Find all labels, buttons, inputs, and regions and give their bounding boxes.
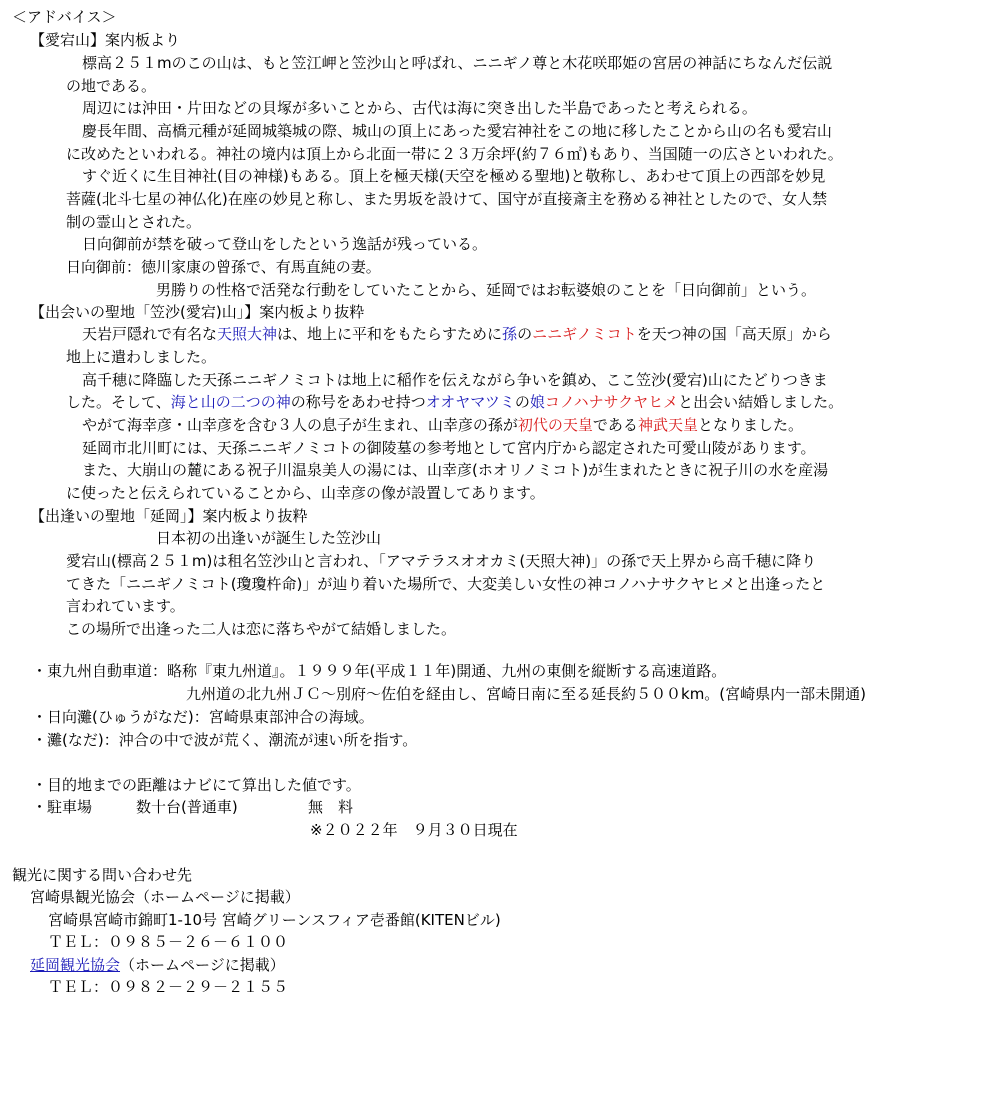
highlight-ooyamatsumi: オオヤマツミ [425,393,515,411]
contact-title: 観光に関する問い合わせ先 [12,866,193,884]
paragraph-line: 制の霊山とされた。 [66,213,202,231]
paragraph-line: また、大崩山の麓にある祝子川温泉美人の湯には、山幸彦(ホオリノミコト)が生まれたときに祝子川の水を産湯 [82,461,829,479]
paragraph-line: 日向御前が禁を破って登山をしたという逸話が残っている。 [82,235,488,253]
paragraph-line: の地である。 [66,77,157,95]
paragraph-line: 延岡市北川町には、天孫ニニギノミコトの御陵墓の参考地として宮内庁から認定された可愛山陵があります。 [82,439,816,457]
nobeoka-tourism-link[interactable]: 延岡観光協会 [30,956,121,974]
paragraph-line [66,391,843,413]
paragraph-line: 地上に遣わしました。 [66,348,217,366]
note-parking-count: 数十台(普通車) [136,798,238,816]
text: を天つ神の国「高天原」から [636,325,832,343]
paragraph-line: この場所で出逢った二人は恋に落ちやがて結婚しました。 [66,620,457,638]
text: の [517,325,533,343]
note-distance: ・目的地までの距離はナビにて算出した値です。 [32,776,361,794]
paragraph-line: に改めたといわれる。神社の境内は頂上から北面一帯に２３万余坪(約７６㎡)もあり、当国随一の広さといわれた。 [66,145,843,163]
paragraph-line: 標高２５１mのこの山は、もと笠江岬と笠沙山と呼ばれ、ニニギノ尊と木花咲耶姫の宮居の神話にちなんだ伝説 [82,54,833,72]
highlight-jimmu: 神武天皇 [637,416,698,434]
text: と出会い結婚しました。 [678,393,844,411]
highlight-grandson: 孫 [502,325,518,343]
contact-tel-miyazaki: ＴＥＬ：０９８５－２６－６１００ [48,933,289,951]
note-expressway: ・東九州自動車道：略称『東九州道』。１９９９年(平成１１年)開通、九州の東側を縦断する高速道路。 [32,662,727,680]
contact-org-nobeoka [30,954,285,976]
note-parking-label: ・駐車場 [32,798,93,816]
note-hyuganada: ・日向灘(ひゅうがなだ)：宮崎県東部沖合の海域。 [32,708,374,726]
section-heading-deai2: 【出逢いの聖地「延岡」】案内板より抜粋 [30,507,308,525]
subheading: 日本初の出逢いが誕生した笠沙山 [156,529,382,547]
text: の称号をあわせ持つ [290,393,426,411]
text: （ホームページに掲載） [120,956,285,974]
paragraph-line: 慶長年間、高橋元種が延岡城築城の際、城山の頂上にあった愛宕神社をこの地に移したことから山の名も愛宕山 [82,122,832,140]
highlight-amaterasu: 天照大神 [217,325,278,343]
paragraph-line [82,323,832,345]
paragraph-line: 菩薩(北斗七星の神仏化)在座の妙見と称し、また男坂を設けて、国守が直接斎主を務める神社としたので、女人禁 [66,190,828,208]
paragraph-line: 男勝りの性格で活発な行動をしていたことから、延岡ではお転婆娘のことを「日向御前」という。 [156,281,817,299]
paragraph-line: 高千穂に降臨した天孫ニニギノミコトは地上に稲作を伝えながら争いを鎮め、ここ笠沙(愛宕)山にたどりつきま [82,371,828,389]
advice-header: ＜アドバイス＞ [12,8,117,26]
contact-address: 宮崎県宮崎市錦町1-10号 宮崎グリーンスフィア壱番館(KITENビル) [48,911,501,929]
paragraph-line [82,414,803,436]
highlight-daughter: 娘 [529,393,545,411]
paragraph-line: 愛宕山(標高２５１m)は租名笠沙山と言われ、「アマテラスオオカミ(天照大神)」の孫で天上界から高千穂に降り [66,552,817,570]
highlight-two-gods: 海と山の二つの神 [170,393,291,411]
section-heading-atago: 【愛宕山】案内板より [30,31,181,49]
section-heading-deai: 【出会いの聖地「笠沙(愛宕)山」】案内板より抜粋 [30,303,365,321]
text: となりました。 [697,416,803,434]
paragraph-line: 周辺には沖田・片田などの貝塚が多いことから、古代は海に突き出した半島であったと考えられる。 [82,99,757,117]
note-expressway-detail: 九州道の北九州ＪＣ～別府～佐伯を経由し、宮崎日南に至る延長約５００km。(宮崎県内一部未開通) [186,685,867,703]
paragraph-line: てきた「ニニギノミコト(瓊瓊杵命)」が辿り着いた場所で、大変美しい女性の神コノハナサクヤヒメと出逢ったと [66,575,826,593]
text: は、地上に平和をもたらすために [277,325,503,343]
highlight-ninigi: ニニギノミコト [532,325,637,343]
paragraph-line: 日向御前：徳川家康の曾孫で、有馬直純の妻。 [66,258,381,276]
paragraph-line: に使ったと伝えられていることから、山幸彦の像が設置してあります。 [66,484,545,502]
note-nada: ・灘(なだ)：沖合の中で波が荒く、潮流が速い所を指す。 [32,731,418,749]
highlight-first-emperor: 初代の天皇 [517,416,593,434]
text: の [514,393,530,411]
text: やがて海幸彦・山幸彦を含む３人の息子が生まれ、山幸彦の孫が [82,416,518,434]
text: 天岩戸隠れで有名な [82,325,218,343]
paragraph-line: すぐ近くに生目神社(目の神様)もある。頂上を極天様(天空を極める聖地)と敬称し、あわせて頂上の西部を妙見 [82,167,826,185]
contact-tel-nobeoka: ＴＥＬ：０９８２－２９－２１５５ [48,978,289,996]
text: した。そして、 [66,393,171,411]
note-parking-fee: 無 料 [308,798,354,816]
note-date: ※２０２２年 ９月３０日現在 [310,821,518,839]
contact-org-miyazaki: 宮崎県観光協会（ホームページに掲載） [30,888,300,906]
text: である [592,416,638,434]
paragraph-line: 言われています。 [66,597,185,615]
highlight-konohanasakuya: コノハナサクヤヒメ [544,393,679,411]
